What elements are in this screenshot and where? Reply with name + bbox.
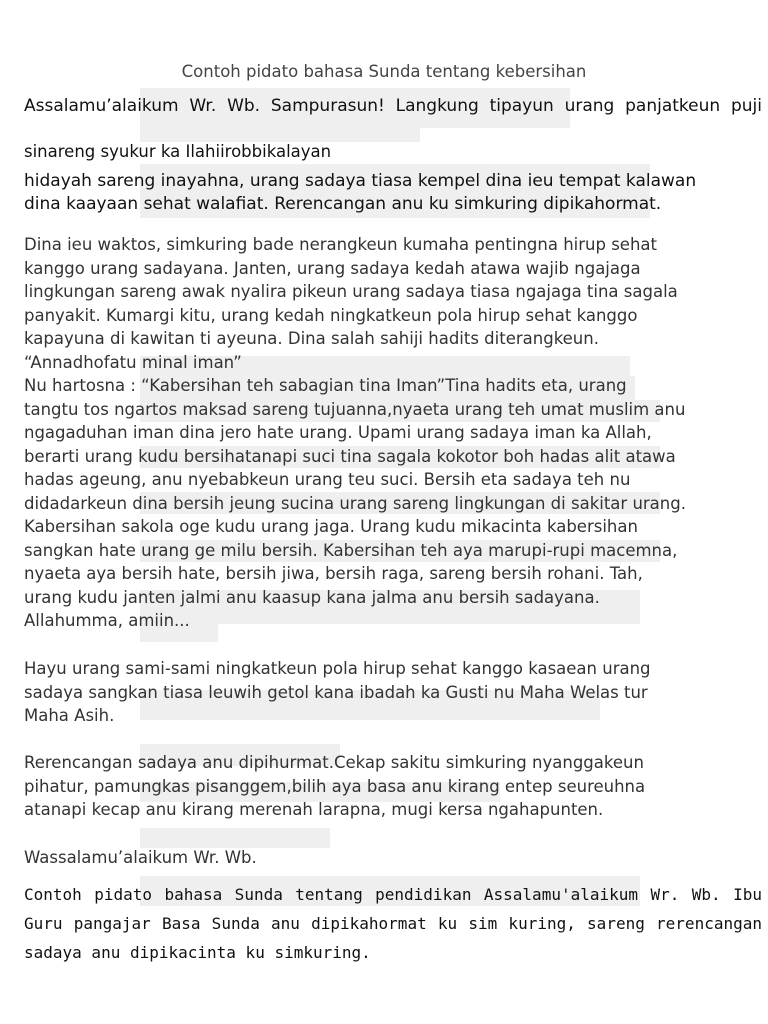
intro-paragraph xyxy=(24,170,696,216)
text-line: Kabersihan sakola oge kudu urang jaga. Urang kudu mikacinta kabersihan xyxy=(24,517,638,536)
text-line: Nu hartosna : “Kabersihan teh sabagian tina Iman”Tina hadits eta, urang xyxy=(24,376,627,395)
text-line: kapayuna di kawitan ti ayeuna. Dina salah sahiji hadits diterangkeun. xyxy=(24,329,599,348)
intro-word: Assalamu’alaikum xyxy=(24,96,179,116)
intro-word: urang xyxy=(564,96,615,116)
text-line: nyaeta aya bersih hate, bersih jiwa, bersih raga, sareng bersih rohani. Tah, xyxy=(24,564,643,583)
intro-word: Sampurasun! xyxy=(270,96,385,116)
intro-word: Wr. xyxy=(189,96,217,116)
text-line: Rerencangan sadaya anu dipihurmat.Cekap sakitu simkuring nyanggakeun xyxy=(24,753,644,772)
highlight-band xyxy=(140,828,330,848)
text-line: ngagaduhan iman dina jero hate urang. Upami urang sadaya iman ka Allah, xyxy=(24,423,652,442)
text-line: tangtu tos ngartos maksad sareng tujuanna,nyaeta urang teh umat muslim anu xyxy=(24,399,686,419)
text-line: hidayah sareng inayahna, urang sadaya tiasa kempel dina ieu tempat kalawan xyxy=(24,171,697,191)
text-line: lingkungan sareng awak nyalira pikeun urang sadaya tiasa ngajaga tina sagala xyxy=(24,282,678,301)
text-line: sangkan hate urang ge milu bersih. Kabersihan teh aya marupi-rupi macemna, xyxy=(24,540,678,560)
text-line: hadas ageung, anu nyebabkeun urang teu suci. Bersih eta sadaya teh nu xyxy=(24,470,631,489)
text-line: “Annadhofatu minal iman” xyxy=(24,352,242,372)
text-line: Allahumma, amiin... xyxy=(24,611,190,630)
intro-word: tipayun xyxy=(489,96,554,116)
text-line: panyakit. Kumargi kitu, urang kedah ningkatkeun pola hirup sehat kanggo xyxy=(24,305,638,325)
intro-line-2: sinareng syukur ka Ilahiirobbikalayan xyxy=(24,142,332,161)
text-line: sadaya sangkan tiasa leuwih getol kana ibadah ka Gusti nu Maha Welas tur xyxy=(24,682,648,702)
text-line: kanggo urang sadayana. Janten, urang sadaya kedah atawa wajib ngajaga xyxy=(24,258,641,278)
document-title: Contoh pidato bahasa Sunda tentang kebersihan xyxy=(181,62,587,81)
second-speech-paragraph: Contoh pidato bahasa Sunda tentang pendidikan Assalamu'alaikum Wr. Wb. Ibu Guru pangajar Basa Sunda anu dipikahormat ku sim kuring, sareng rerencangan sadaya anu dipikacinta ku simkuring. xyxy=(24,885,762,962)
text-line: Dina ieu waktos, simkuring bade nerangkeun kumaha pentingna hirup sehat xyxy=(24,235,657,254)
intro-word: puji xyxy=(730,96,762,116)
text-line: atanapi kecap anu kirang merenah larapna, mugi kersa ngahapunten. xyxy=(24,800,604,819)
highlight-band xyxy=(140,128,420,142)
text-line: Maha Asih. xyxy=(24,706,115,725)
text-line: didadarkeun dina bersih jeung sucina urang sareng lingkungan di sakitar urang. xyxy=(24,493,686,513)
paragraph-health xyxy=(24,233,686,633)
text-line: dina kaayaan sehat walafiat. Rerencangan anu ku simkuring dipikahormat. xyxy=(24,194,662,214)
text-line: pihatur, pamungkas pisanggem,bilih aya basa anu kirang entep seureuhna xyxy=(24,776,646,796)
intro-word: Langkung xyxy=(395,96,479,116)
intro-word: Wb. xyxy=(227,96,261,116)
text-line: Hayu urang sami-sami ningkatkeun pola hirup sehat kanggo kasaean urang xyxy=(24,659,651,678)
closing-salutation: Wassalamu’alaikum Wr. Wb. xyxy=(24,848,257,867)
text-line: berarti urang kudu bersihatanapi suci tina sagala kokotor boh hadas alit atawa xyxy=(24,446,676,466)
intro-word: panjatkeun xyxy=(625,96,721,116)
paragraph-closing-remarks xyxy=(24,751,645,822)
intro-line-1 xyxy=(24,96,762,116)
text-line: urang kudu janten jalmi anu kaasup kana jalma anu bersih sadayana. xyxy=(24,587,600,607)
paragraph-invitation xyxy=(24,657,651,728)
